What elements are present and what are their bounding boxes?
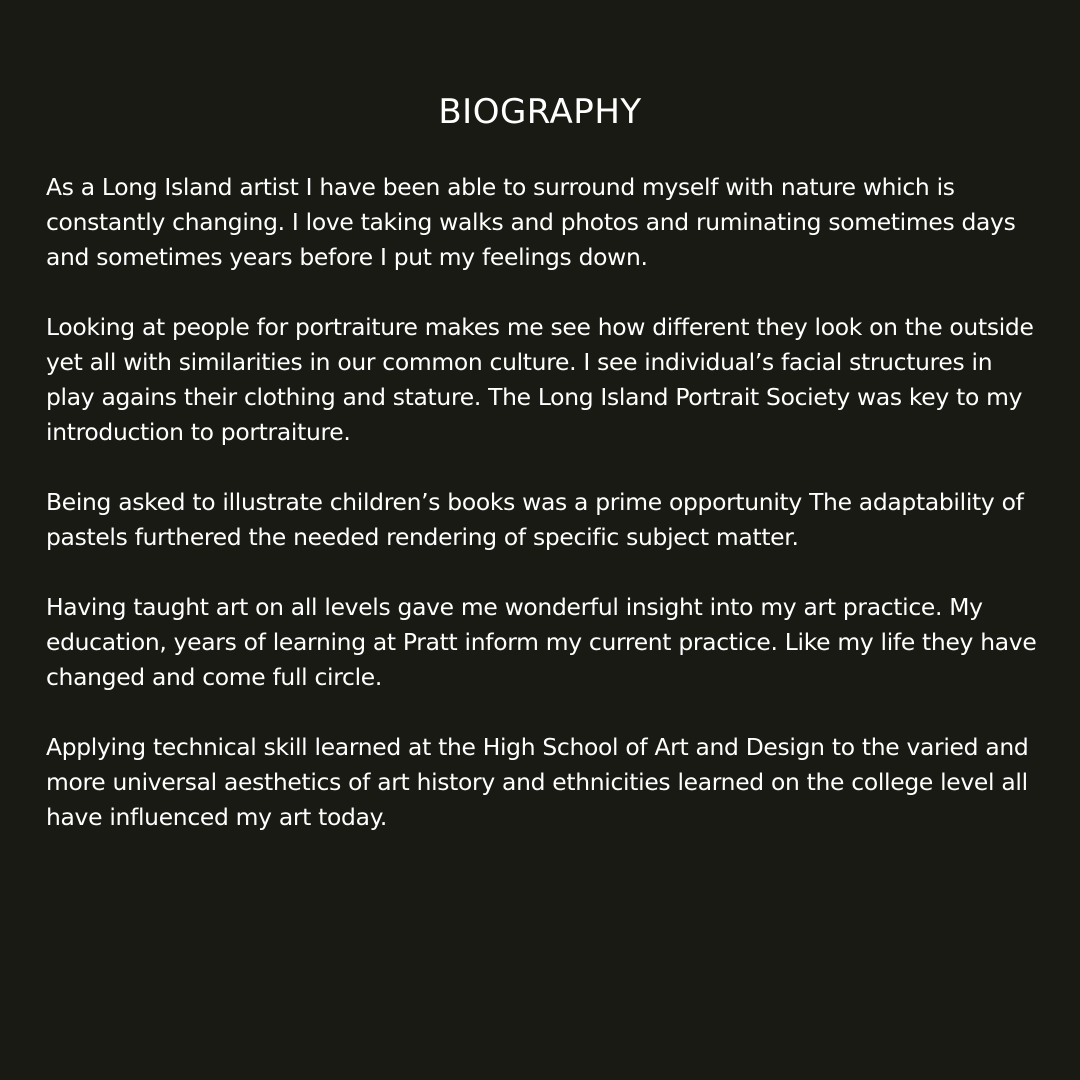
biography-paragraph-4: Having taught art on all levels gave me wonderful insight into my art practice. My education, years of learning at Pratt inform my current practice. Like my life they have changed and come full circle. bbox=[46, 593, 1037, 691]
biography-paragraph-5: Applying technical skill learned at the High School of Art and Design to the varied and more universal aesthetics of art history and ethnicities learned on the college level all have influenced my art today. bbox=[46, 733, 1029, 831]
biography-body bbox=[46, 170, 1041, 870]
biography-paragraph-3: Being asked to illustrate children’s books was a prime opportunity The adaptability of pastels furthered the needed rendering of specific subject matter. bbox=[46, 488, 1024, 551]
page-title: BIOGRAPHY bbox=[438, 92, 642, 132]
biography-paragraph-1: As a Long Island artist I have been able to surround myself with nature which is constantly changing. I love taking walks and photos and ruminating sometimes days and sometimes years before I put my feelings down. bbox=[46, 173, 1016, 271]
biography-paragraph-2: Looking at people for portraiture makes me see how different they look on the outside yet all with similarities in our common culture. I see individual’s facial structures in play agains their clothing and stature. The Long Island Portrait Society was key to my introduction to portraiture. bbox=[46, 313, 1034, 446]
